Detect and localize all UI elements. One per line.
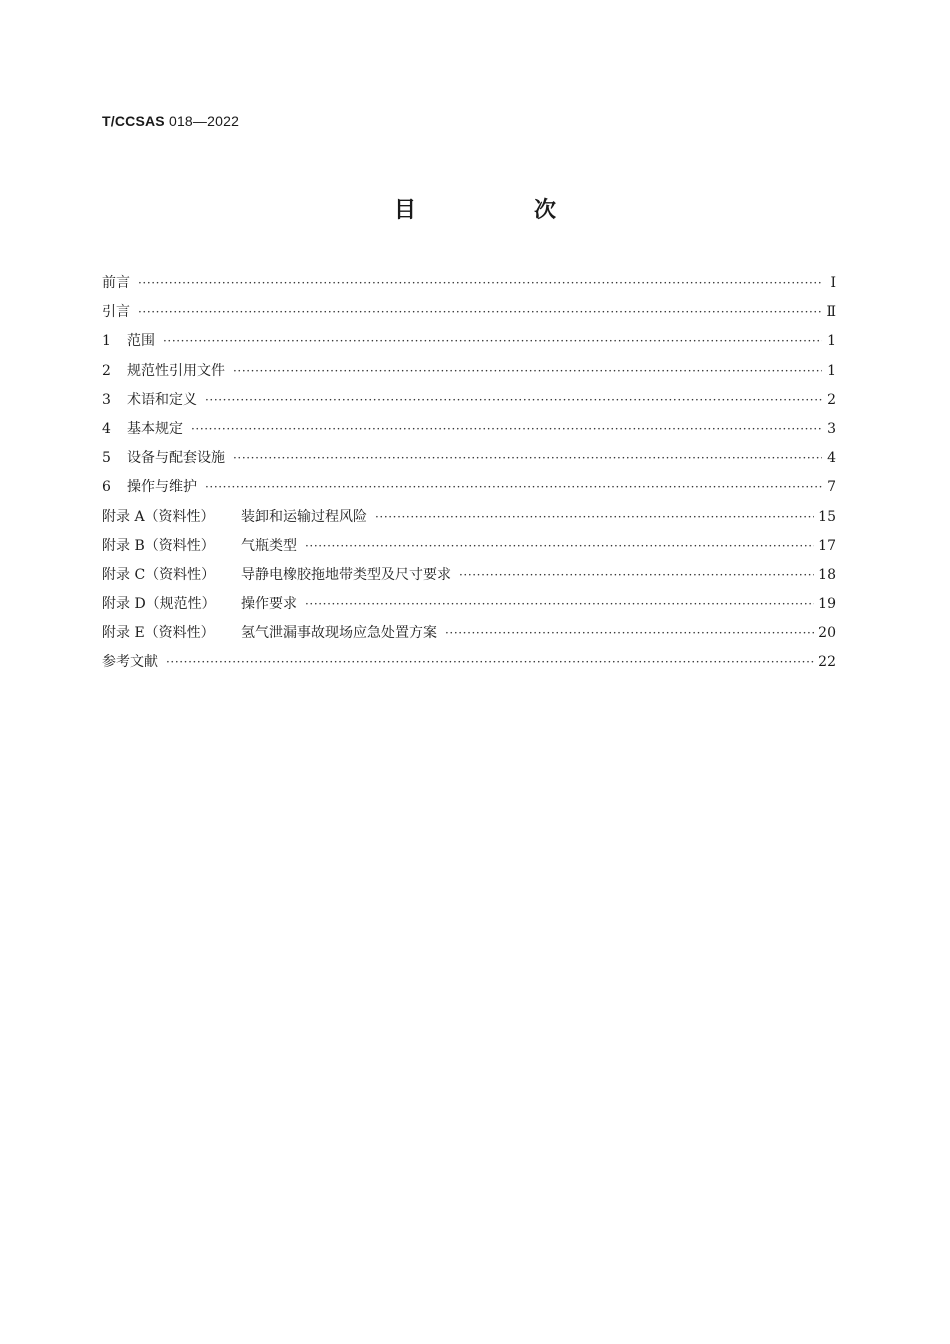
toc-entry[interactable]: [102, 330, 836, 359]
toc-entry-title: 前言: [102, 275, 130, 291]
document-code: [102, 113, 239, 129]
toc-entry-number: 3: [102, 391, 111, 408]
toc-entry-page: 15: [818, 508, 836, 525]
toc-entry-number: 1: [102, 333, 111, 350]
toc-entry-page: 1: [827, 362, 836, 379]
toc-entry-number: 6: [102, 479, 111, 496]
toc-entry[interactable]: [102, 651, 836, 680]
toc-entry-appendix-label: 附录 E（资料性）: [102, 625, 215, 642]
toc-entry-title: 术语和定义: [127, 391, 197, 408]
toc-leader-dots: [233, 364, 822, 378]
toc-entry-page: 4: [827, 450, 836, 467]
toc-entry-appendix-label: 附录 B（资料性）: [102, 537, 215, 554]
table-of-contents: [102, 272, 836, 681]
toc-leader-dots: [445, 626, 814, 640]
toc-entry-title: 设备与配套设施: [127, 450, 225, 467]
toc-entry[interactable]: [102, 418, 836, 447]
toc-entry-page: 20: [818, 625, 836, 642]
toc-leader-dots: [138, 305, 822, 319]
toc-leader-dots: [205, 480, 822, 494]
toc-leader-dots: [305, 539, 814, 553]
toc-leader-dots: [459, 568, 814, 582]
toc-entry-page: 7: [827, 479, 836, 496]
toc-entry[interactable]: [102, 476, 836, 505]
toc-entry[interactable]: [102, 389, 836, 418]
toc-entry-page: Ⅱ: [826, 304, 836, 321]
toc-entry-page: 22: [818, 654, 836, 671]
toc-leader-dots: [138, 276, 822, 290]
toc-leader-dots: [191, 422, 822, 436]
toc-leader-dots: [163, 334, 822, 348]
toc-entry-page: 2: [827, 391, 836, 408]
toc-entry-title: 规范性引用文件: [127, 362, 225, 379]
toc-entry-title: 参考文献: [102, 654, 158, 671]
toc-entry[interactable]: [102, 622, 836, 651]
toc-entry[interactable]: [102, 564, 836, 593]
toc-entry-page: 3: [827, 420, 836, 437]
toc-entry[interactable]: [102, 360, 836, 389]
toc-entry-page: 1: [827, 333, 836, 350]
toc-entry-page: 19: [818, 596, 836, 613]
standard-prefix: T/CCSAS: [102, 113, 165, 129]
toc-leader-dots: [375, 510, 814, 524]
toc-entry-title: 导静电橡胶拖地带类型及尺寸要求: [241, 566, 451, 583]
toc-entry[interactable]: [102, 535, 836, 564]
toc-entry-number: 5: [102, 450, 111, 467]
toc-entry[interactable]: [102, 593, 836, 622]
toc-leader-dots: [205, 393, 822, 407]
toc-entry-title: 气瓶类型: [241, 537, 297, 554]
toc-entry-appendix-label: 附录 A（资料性）: [102, 508, 215, 525]
toc-entry-title: 氢气泄漏事故现场应急处置方案: [241, 625, 437, 642]
toc-entry-title: 操作要求: [241, 596, 297, 613]
toc-entry-title: 引言: [102, 304, 130, 321]
toc-entry-title: 装卸和运输过程风险: [241, 508, 367, 525]
toc-leader-dots: [233, 451, 822, 465]
toc-entry-page: Ⅰ: [830, 275, 836, 291]
toc-entry-title: 范围: [127, 333, 155, 350]
standard-number: 018—2022: [168, 113, 240, 129]
toc-entry-appendix-label: 附录 D（规范性）: [102, 596, 216, 613]
toc-entry-number: 4: [102, 420, 111, 437]
toc-entry-appendix-label: 附录 C（资料性）: [102, 566, 216, 583]
page-title: 目 次: [393, 198, 604, 223]
toc-leader-dots: [305, 597, 814, 611]
toc-entry[interactable]: [102, 447, 836, 476]
toc-entry-page: 17: [818, 537, 836, 554]
toc-entry-title: 基本规定: [127, 420, 183, 437]
toc-entry-title: 操作与维护: [127, 479, 197, 496]
toc-entry-number: 2: [102, 362, 111, 379]
toc-leader-dots: [166, 655, 814, 669]
toc-entry-page: 18: [818, 566, 836, 583]
toc-entry[interactable]: [102, 301, 836, 330]
toc-entry[interactable]: [102, 506, 836, 535]
toc-entry[interactable]: [102, 272, 836, 301]
